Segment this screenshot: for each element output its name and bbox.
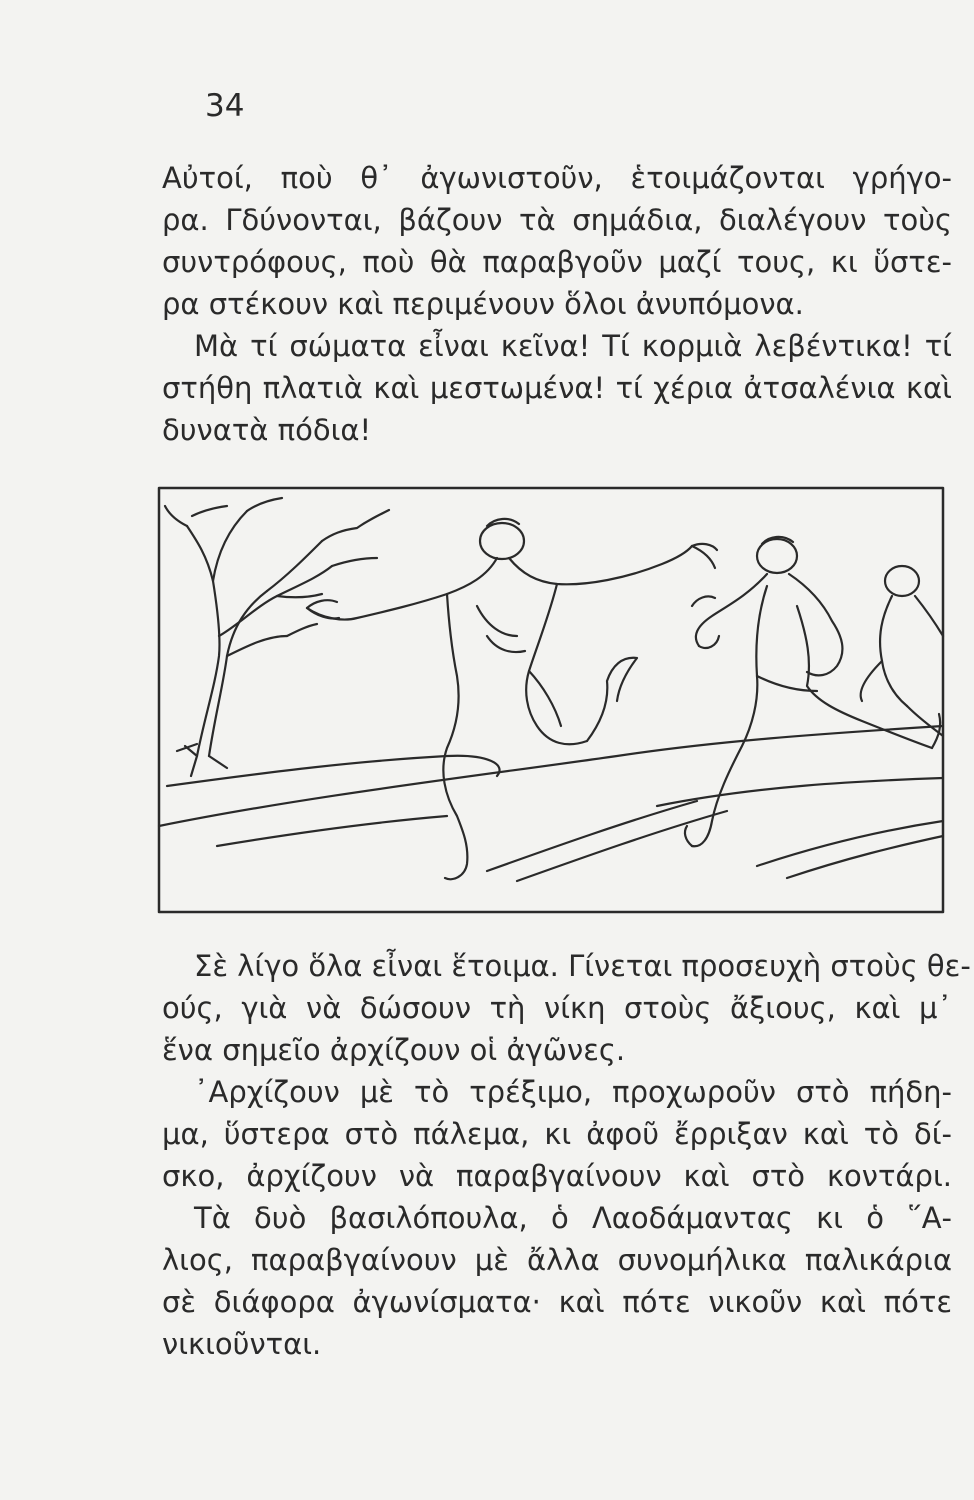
page-number: 34 bbox=[205, 88, 245, 124]
text-line: σὲ διάφορα ἀγωνίσματα· καὶ πότε νικοῦν καὶ πότε bbox=[162, 1285, 952, 1319]
text-line: λιος, παραβγαίνουν μὲ ἄλλα συνομήλικα παλικάρια bbox=[162, 1243, 952, 1277]
running-athletes-drawing-icon bbox=[157, 486, 945, 914]
text-line: σκο, ἀρχίζουν νὰ παραβγαίνουν καὶ στὸ κοντάρι. bbox=[162, 1159, 952, 1193]
text-line: στήθη πλατιὰ καὶ μεστωμένα! τί χέρια ἀτσαλένια καὶ bbox=[162, 371, 952, 405]
runners-illustration bbox=[157, 486, 945, 914]
text-line: ρα. Γδύνονται, βάζουν τὰ σημάδια, διαλέγουν τοὺς bbox=[162, 203, 952, 237]
text-line: νικιοῦνται. bbox=[162, 1327, 322, 1361]
text-line: συντρόφους, ποὺ θὰ παραβγοῦν μαζί τους, κι ὕστε- bbox=[162, 245, 952, 279]
text-line: Μὰ τί σώματα εἶναι κεῖνα! Τί κορμιὰ λεβέντικα! τί bbox=[194, 329, 952, 363]
text-block-bottom bbox=[162, 945, 971, 1365]
text-line: Αὐτοί, ποὺ θ᾽ ἀγωνιστοῦν, ἑτοιμάζονται γρήγο- bbox=[162, 161, 952, 195]
text-line: Σὲ λίγο ὅλα εἶναι ἕτοιμα. Γίνεται προσευχὴ στοὺς θε- bbox=[194, 949, 971, 983]
text-line: ούς, γιὰ νὰ δώσουν τὴ νίκη στοὺς ἄξιους, καὶ μ᾽ bbox=[162, 991, 952, 1025]
text-line: ᾽Αρχίζουν μὲ τὸ τρέξιμο, προχωροῦν στὸ πήδη- bbox=[194, 1075, 952, 1109]
text-line: μα, ὕστερα στὸ πάλεμα, κι ἀφοῦ ἔρριξαν καὶ τὸ δί- bbox=[162, 1117, 952, 1151]
text-block-top bbox=[162, 157, 952, 451]
text-line: Τὰ δυὸ βασιλόπουλα, ὁ Λαοδάμαντας κι ὁ ῞Α- bbox=[194, 1201, 952, 1235]
text-line: δυνατὰ πόδια! bbox=[162, 413, 372, 447]
text-line: ἕνα σημεῖο ἀρχίζουν οἱ ἀγῶνες. bbox=[162, 1033, 626, 1067]
text-line: ρα στέκουν καὶ περιμένουν ὅλοι ἀνυπόμονα. bbox=[162, 287, 804, 321]
